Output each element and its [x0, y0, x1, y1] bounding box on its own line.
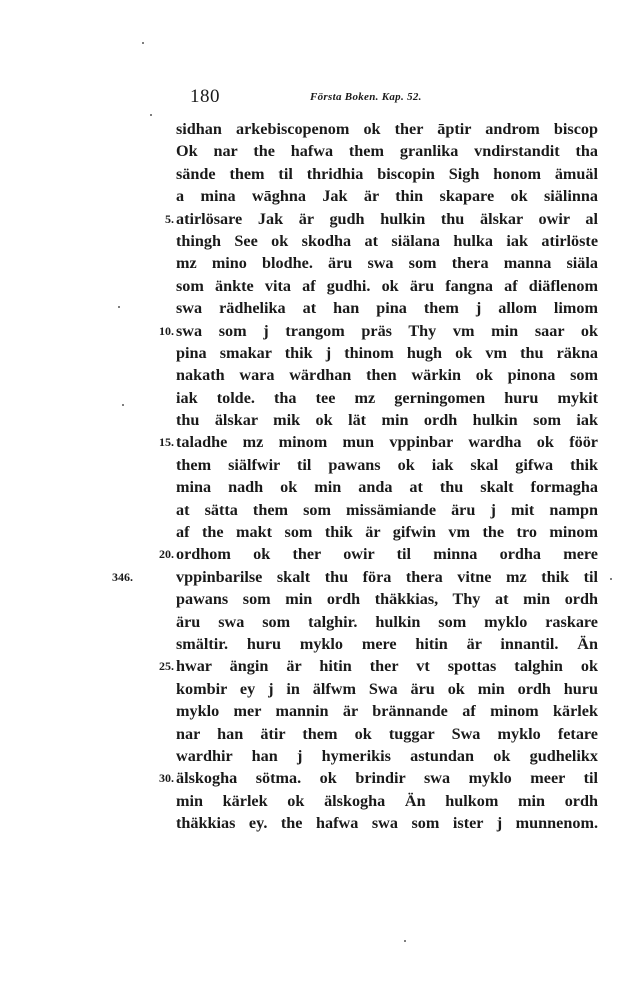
- text-line: [0, 230, 632, 252]
- text-line: [0, 633, 632, 655]
- line-text: swa rädhelika at han pina them j allom limom: [176, 299, 598, 318]
- text-line: [0, 118, 632, 140]
- line-text: sände them til thridhia biscopin Sigh honom ämuäl: [176, 164, 598, 183]
- text-line: [0, 678, 632, 700]
- line-text: myklo mer mannin är brännande af minom kärlek: [176, 702, 598, 721]
- text-line: [0, 409, 632, 431]
- text-line: [0, 185, 632, 207]
- scan-speck: [118, 306, 120, 308]
- line-text: atirlösare Jak är gudh hulkin thu älskar owir al: [176, 209, 598, 228]
- line-text: min kärlek ok älskogha Än hulkom min ordh: [176, 791, 598, 810]
- line-number: 15.: [159, 435, 174, 450]
- line-text: älskogha sötma. ok brindir swa myklo meer til: [176, 769, 598, 788]
- text-line: [0, 476, 632, 498]
- line-text: kombir ey j in älfwm Swa äru ok min ordh huru: [176, 679, 598, 698]
- body-text: [0, 118, 632, 835]
- line-text: ordhom ok ther owir til minna ordha mere: [176, 545, 598, 564]
- margin-reference: 346.: [112, 569, 133, 584]
- line-text: pawans som min ordh thäkkias, Thy at min ordh: [176, 590, 598, 609]
- line-number: 25.: [159, 659, 174, 674]
- text-line: [0, 566, 632, 588]
- text-line: [0, 387, 632, 409]
- line-number: 5.: [165, 211, 174, 226]
- text-line: [0, 297, 632, 319]
- running-title: Första Boken. Kap. 52.: [310, 91, 422, 103]
- text-line: [0, 275, 632, 297]
- line-text: sidhan arkebiscopenom ok ther āptir androm biscop: [176, 120, 598, 138]
- scan-speck: [610, 578, 612, 580]
- page-number: 180: [190, 86, 220, 107]
- line-text: nar han ätir them ok tuggar Swa myklo fetare: [176, 724, 598, 743]
- line-text: nakath wara wärdhan then wärkin ok pinona som: [176, 366, 598, 385]
- scan-speck: [142, 42, 144, 44]
- scan-speck: [122, 404, 124, 406]
- text-line: [0, 745, 632, 767]
- scan-speck: [404, 940, 406, 942]
- line-text: at sätta them som missämiande äru j mit nampn: [176, 500, 598, 519]
- text-line: [0, 723, 632, 745]
- line-text: mz mino blodhe. äru swa som thera manna siäla: [176, 254, 598, 273]
- line-text: thäkkias ey. the hafwa swa som ister j munnenom.: [176, 814, 598, 833]
- line-text: äru swa som talghir. hulkin som myklo raskare: [176, 612, 598, 631]
- line-text: pina smakar thik j thinom hugh ok vm thu räkna: [176, 343, 598, 362]
- text-line: [0, 342, 632, 364]
- line-text: swa som j trangom präs Thy vm min saar ok: [176, 321, 598, 340]
- line-number: 30.: [159, 771, 174, 786]
- text-line: [0, 700, 632, 722]
- line-text: som änkte vita af gudhi. ok äru fangna af diäflenom: [176, 276, 598, 295]
- line-text: Ok nar the hafwa them granlika vndirstandit tha: [176, 142, 598, 161]
- line-number: 10.: [159, 323, 174, 338]
- line-text: thingh See ok skodha at siälana hulka iak atirlöste: [176, 231, 598, 250]
- line-text: mina nadh ok min anda at thu skalt formagha: [176, 478, 598, 497]
- text-line: [0, 543, 632, 565]
- line-number: 20.: [159, 547, 174, 562]
- line-text: af the makt som thik är gifwin vm the tro minom: [176, 523, 598, 542]
- text-line: [0, 320, 632, 342]
- text-line: [0, 790, 632, 812]
- text-line: [0, 499, 632, 521]
- scan-speck: [150, 114, 152, 116]
- text-line: [0, 521, 632, 543]
- line-text: vppinbarilse skalt thu föra thera vitne mz thik til: [176, 567, 598, 586]
- text-line: [0, 767, 632, 789]
- text-line: [0, 163, 632, 185]
- text-line: [0, 655, 632, 677]
- text-line: [0, 454, 632, 476]
- line-text: a mina wāghna Jak är thin skapare ok siälinna: [176, 187, 598, 206]
- text-line: [0, 364, 632, 386]
- text-line: [0, 431, 632, 453]
- line-text: hwar ängin är hitin ther vt spottas talghin ok: [176, 657, 598, 676]
- line-text: smältir. huru myklo mere hitin är innantil. Än: [176, 634, 598, 653]
- line-text: them siälfwir til pawans ok iak skal gifwa thik: [176, 455, 598, 474]
- line-text: wardhir han j hymerikis astundan ok gudhelikx: [176, 746, 598, 765]
- line-text: thu älskar mik ok lät min ordh hulkin som iak: [176, 411, 598, 430]
- text-line: [0, 588, 632, 610]
- line-text: iak tolde. tha tee mz gerningomen huru mykit: [176, 388, 598, 407]
- text-line: [0, 208, 632, 230]
- text-line: [0, 252, 632, 274]
- text-line: [0, 140, 632, 162]
- text-line: [0, 812, 632, 834]
- line-text: taladhe mz minom mun vppinbar wardha ok föör: [176, 433, 598, 452]
- page-header: [190, 86, 550, 112]
- text-line: [0, 611, 632, 633]
